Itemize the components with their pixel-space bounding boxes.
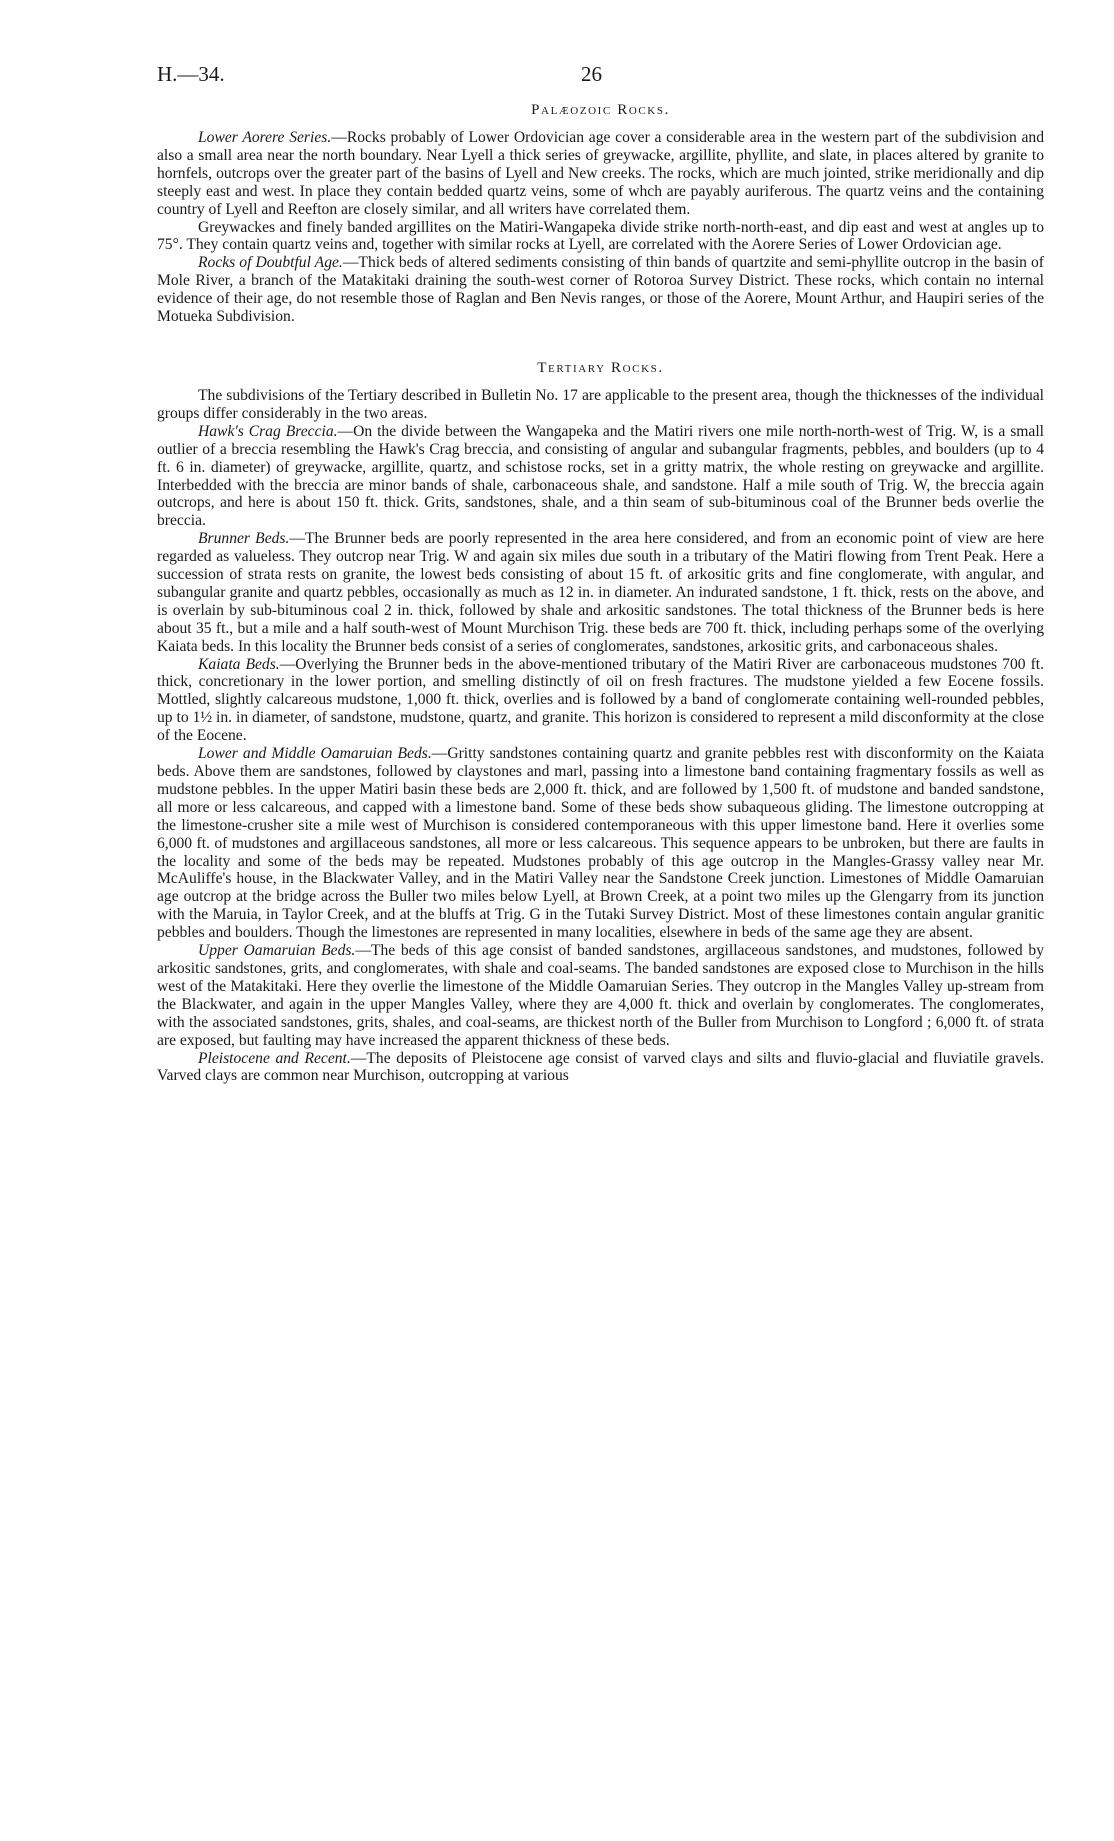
paragraph-text: —The beds of this age consist of banded sandstones, argillaceous sandstones, and mudstones, followed by arkositic sandstones, grits, and conglomerates, with shale and coal-seams. The banded sandstones are exposed close to Murchison in the hills west of the Matakitaki. Here they overlie the limestone of the Middle Oamaruian Series. They outcrop in the Mangles Valley up-stream from the Blackwater, and again in the upper Mangles Valley, where they are 4,000 ft. thick and overlain by conglomerates. The conglomerates, with the associated sandstones, grits, shales, and coal-seams, are thickest north of the Buller from Murchison to Longford ; 6,000 ft. of strata are exposed, but faulting may have increased the apparent thickness of these beds. (157, 942, 1044, 1049)
paragraph (157, 942, 1044, 1049)
paragraph-text: —The Brunner beds are poorly represented in the area here considered, and from an economic point of view are here regarded as valueless. They outcrop near Trig. W and again six miles due south in a tributary of the Matiri flowing from Trent Peak. Here a succession of strata rests on granite, the lowest beds consisting of about 15 ft. of arkositic grits and fine conglomerate, with angular, and subangular granite and quartz pebbles, occasionally as much as 12 in. in diameter. An indurated sandstone, 1 ft. thick, rests on the above, and is overlain by sub-bituminous coal 2 in. thick, followed by shale and arkositic sandstones. The total thickness of the Brunner beds is here about 35 ft., but a mile and a half south-west of Mount Murchison Trig. these beds are 700 ft. thick, including perhaps some of the overlying Kaiata beds. In this locality the Brunner beds consist of a series of conglomerates, sandstones, arkositic grits, and carbonaceous shales. (157, 530, 1044, 655)
paragraph-text: —Gritty sandstones containing quartz and granite pebbles rest with disconformity on the Kaiata beds. Above them are sandstones, followed by claystones and marl, passing into a limestone band containing fragmentary fossils as well as mudstone pebbles. In the upper Matiri basin these beds are 2,000 ft. thick, and are followed by 1,500 ft. of mudstone and banded sandstone, all more or less calcareous, and capped with a limestone band. Some of these beds show subaqueous gliding. The limestone outcropping at the limestone-crusher site a mile west of Murchison is considered contemporaneous with this upper limestone band. Here it overlies some 6,000 ft. of mudstones and argillaceous sandstones, all more or less calcareous. This sequence appears to be unbroken, but there are faults in the locality and some of the beds may be repeated. Mudstones probably of this age outcrop in the Mangles-Grassy valley near Mr. McAuliffe's house, in the Blackwater Valley, and in the Matiri Valley near the Sandstone Creek junction. Limestones of Middle Oamaruian age outcrop at the bridge across the Buller two miles below Lyell, at Brown Creek, at a point two miles up the Glengarry from its junction with the Maruia, in Taylor Creek, and at the bluffs at Trig. G in the Tutaki Survey District. Most of these limestones contain angular granitic pebbles and boulders. Though the limestones are represented in many localities, elsewhere in beds of the same age they are absent. (157, 745, 1044, 942)
paragraph-lead: Upper Oamaruian Beds. (198, 942, 356, 960)
paragraph-lead: Lower and Middle Oamaruian Beds. (198, 745, 432, 763)
paragraph-lead: Rocks of Doubtful Age. (198, 254, 343, 272)
paragraph-text: —Rocks probably of Lower Ordovician age cover a considerable area in the western part of the subdivision and also a small area near the north boundary. Near Lyell a thick series of greywacke, argillite, phyllite, and slate, in places altered by granite to hornfels, outcrops over the greater part of the basins of Lyell and New creeks. The rocks, which are much jointed, strike meridionally and dip steeply east and west. In place they contain bedded quartz veins, some of whch are payably auriferous. The quartz veins and the containing country of Lyell and Reefton are closely similar, and all writers have correlated them. (157, 129, 1045, 218)
paragraph (157, 219, 1044, 255)
paragraph-lead: Lower Aorere Series. (198, 129, 332, 146)
paragraph-text: —The deposits of Pleistocene age consist of varved clays and silts and fluvio-glacial and fluviatile gravels. Varved clays are common near Murchison, outcropping at various (157, 1049, 1045, 1085)
paragraph (157, 129, 1044, 219)
paragraph-lead: Brunner Beds. (198, 530, 290, 548)
paragraph (157, 423, 1044, 530)
paragraph (157, 656, 1044, 746)
page-header (157, 62, 1044, 102)
paragraph (157, 530, 1044, 655)
section-palaeozoic-rocks (157, 102, 1044, 326)
paragraph (157, 387, 1044, 423)
paragraph-lead: Hawk's Crag Breccia. (198, 422, 338, 440)
section-heading: Palæozoic Rocks. (531, 102, 670, 118)
section-heading: Tertiary Rocks. (537, 359, 664, 376)
paragraph (157, 1050, 1044, 1086)
page-number: 26 (581, 62, 602, 86)
paragraph-lead: Pleistocene and Recent. (198, 1049, 351, 1067)
section-tertiary-rocks (157, 360, 1044, 1085)
paragraph-text: —Overlying the Brunner beds in the above-mentioned tributary of the Matiri River are carbonaceous mudstones 700 ft. thick, concretionary in the lower portion, and smelling distinctly of oil on fresh fractures. The mudstone yielded a few Eocene fossils. Mottled, slightly calcareous mudstone, 1,000 ft. thick, overlies and is followed by a band of conglomerate containing well-rounded pebbles, up to 1½ in. in diameter, of sandstone, mudstone, quartz, and granite. This horizon is considered to represent a mild disconformity at the close of the Eocene. (157, 655, 1044, 745)
paragraph-text: —Thick beds of altered sediments consisting of thin bands of quartzite and semi-phyllite outcrop in the basin of Mole River, a branch of the Matakitaki draining the south-west corner of Rotoroa Survey District. These rocks, which contain no internal evidence of their age, do not resemble those of Raglan and Ben Nevis ranges, or those of the Aorere, Mount Arthur, and Haupiri series of the Motueka Subdivision. (157, 254, 1044, 326)
paragraph (157, 254, 1044, 326)
document-reference: H.—34. (157, 62, 225, 86)
paragraph-text: —On the divide between the Wangapeka and the Matiri rivers one mile north-north-west of Trig. W, is a small outlier of a breccia resembling the Hawk's Crag breccia, and consisting of angular and subangular fragments, pebbles, and boulders (up to 4 ft. 6 in. diameter) of greywacke, argillite, quartz, and schistose rocks, set in a gritty matrix, the whole resting on greywacke and argillite. Interbedded with the breccia are minor bands of shale, carbonaceous shale, and sandstone. Half a mile south of Trig. W, the breccia again outcrops, and here is about 150 ft. thick. Grits, sandstones, shale, and a thin seam of sub-bituminous coal of the Brunner beds overlie the breccia. (157, 422, 1044, 530)
paragraph-text: The subdivisions of the Tertiary described in Bulletin No. 17 are applicable to the present area, though the thicknesses of the individual groups differ considerably in the two areas. (157, 386, 1044, 422)
paragraph (157, 745, 1044, 942)
paragraph-text: Greywackes and finely banded argillites on the Matiri-Wangapeka divide strike north-north-east, and dip east and west at angles up to 75°. They contain quartz veins and, together with similar rocks at Lyell, are correlated with the Aorere Series of Lower Ordovician age. (157, 218, 1044, 254)
paragraph-lead: Kaiata Beds. (198, 655, 280, 673)
